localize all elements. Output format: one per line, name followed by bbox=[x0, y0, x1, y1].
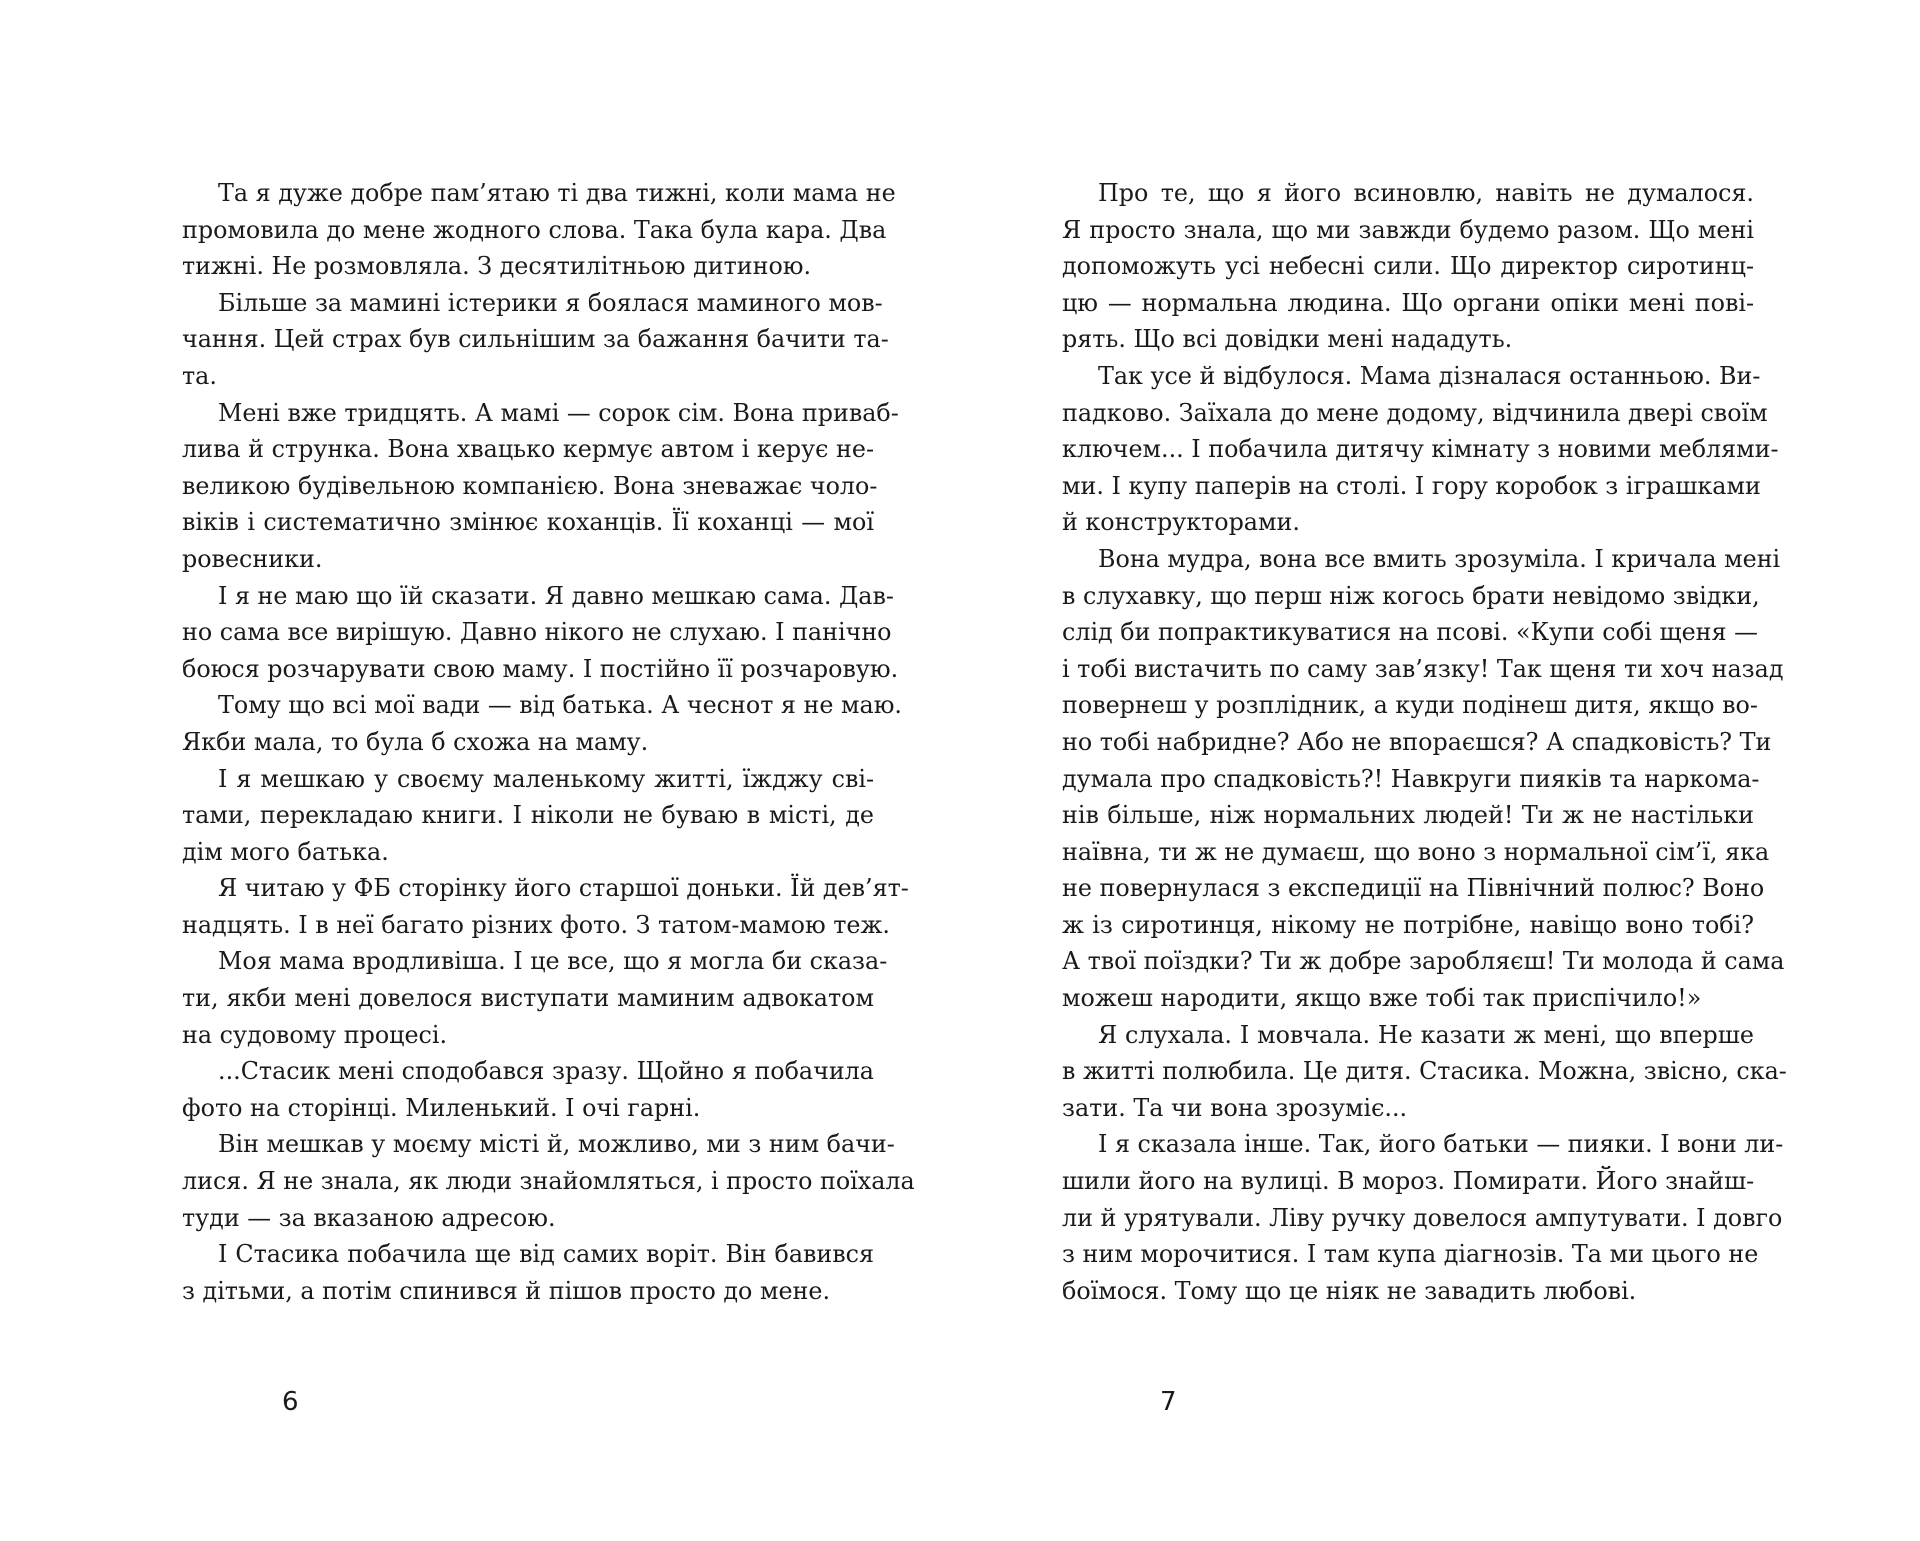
text-line: фото на сторінці. Миленький. І очі гарні. bbox=[182, 1093, 701, 1122]
text-line: Моя мама вродливіша. І це все, що я могла би сказа- bbox=[218, 947, 888, 976]
text-line: І Стасика побачила ще від самих воріт. Він бавився bbox=[218, 1240, 874, 1269]
text-line: ж із сиротинця, нікому не потрібне, навіщо воно тобі? bbox=[1062, 910, 1754, 939]
text-line: нів більше, ніж нормальних людей! Ти ж не настільки bbox=[1062, 801, 1754, 830]
text-line: цю — нормальна людина. Що органи опіки мені пові- bbox=[1062, 288, 1754, 317]
text-line: наївна, ти ж не думаєш, що воно з нормальної сім’ї, яка bbox=[1062, 837, 1770, 866]
text-line: Вона мудра, вона все вмить зрозуміла. І кричала мені bbox=[1098, 544, 1781, 573]
text-line: думала про спадковість?! Навкруги пияків та наркома- bbox=[1062, 764, 1760, 793]
text-line: й конструкторами. bbox=[1062, 508, 1300, 537]
text-line: промовила до мене жодного слова. Така була кара. Два bbox=[182, 215, 887, 244]
text-line: Я слухала. І мовчала. Не казати ж мені, що вперше bbox=[1098, 1020, 1754, 1049]
text-line: слід би попрактикуватися на псові. «Купи собі щеня — bbox=[1062, 618, 1758, 647]
text-line: віків і систематично змінює коханців. Її коханці — мої bbox=[182, 508, 874, 537]
text-line: шили його на вулиці. В мороз. Помирати. Його знайш- bbox=[1062, 1167, 1755, 1196]
text-line: великою будівельною компанією. Вона зневажає чоло- bbox=[182, 471, 878, 500]
text-line: в житті полюбила. Це дитя. Стасика. Можна, звісно, ска- bbox=[1062, 1057, 1787, 1086]
text-line: ти, якби мені довелося виступати маминим адвокатом bbox=[182, 984, 874, 1013]
text-line: з ним морочитися. І там купа діагнозів. Та ми цього не bbox=[1062, 1240, 1759, 1269]
text-line: Так усе й відбулося. Мама дізналася останньою. Ви- bbox=[1098, 361, 1761, 390]
text-line: Він мешкав у моєму місті й, можливо, ми з ним бачи- bbox=[218, 1130, 895, 1159]
text-line: не повернулася з експедиції на Північний полюс? Воно bbox=[1062, 874, 1765, 903]
page-number-left: 6 bbox=[282, 1387, 299, 1417]
text-line: боїмося. Тому що це ніяк не завадить любові. bbox=[1062, 1276, 1637, 1305]
left-page-text bbox=[182, 175, 915, 1309]
text-line: ли й урятували. Ліву ручку довелося ампутувати. І довго bbox=[1062, 1203, 1783, 1232]
text-line: чання. Цей страх був сильнішим за бажання бачити та- bbox=[182, 325, 889, 354]
text-line: лива й струнка. Вона хвацько кермує автом і керує не- bbox=[182, 435, 874, 464]
text-line: І я сказала інше. Так, його батьки — пияки. І вони ли- bbox=[1098, 1130, 1784, 1159]
text-line: І я не маю що їй сказати. Я давно мешкаю сама. Дав- bbox=[218, 581, 894, 610]
text-line: но сама все вирішую. Давно нікого не слухаю. І панічно bbox=[182, 618, 892, 647]
text-line: ровесники. bbox=[182, 544, 323, 573]
text-line: но тобі набридне? Або не впораєшся? А спадковість? Ти bbox=[1062, 727, 1772, 756]
text-line: тами, перекладаю книги. І ніколи не буваю в місті, де bbox=[182, 801, 874, 830]
text-line: Та я дуже добре пам’ятаю ті два тижні, коли мама не bbox=[218, 179, 896, 207]
text-line: Я просто знала, що ми завжди будемо разом. Що мені bbox=[1062, 215, 1754, 244]
right-page-text bbox=[1062, 175, 1787, 1309]
text-line: ...Стасик мені сподобався зразу. Щойно я побачила bbox=[218, 1057, 874, 1086]
text-line: Мені вже тридцять. А мамі — сорок сім. Вона приваб- bbox=[218, 398, 899, 427]
text-line: боюся розчарувати свою маму. І постійно її розчаровую. bbox=[182, 654, 899, 683]
text-line: в слухавку, що перш ніж когось брати невідомо звідки, bbox=[1062, 581, 1760, 610]
text-line: Про те, що я його всиновлю, навіть не думалося. bbox=[1098, 179, 1754, 207]
text-line: тижні. Не розмовляла. З десятилітньою дитиною. bbox=[182, 252, 812, 281]
text-line: надцять. І в неї багато різних фото. З татом-мамою теж. bbox=[182, 910, 890, 939]
text-line: допоможуть усі небесні сили. Що директор сиротинц- bbox=[1062, 252, 1754, 281]
text-line: А твої поїздки? Ти ж добре заробляєш! Ти молода й сама bbox=[1062, 947, 1785, 976]
page-number-right: 7 bbox=[1160, 1387, 1177, 1417]
text-line: Тому що всі мої вади — від батька. А чеснот я не маю. bbox=[218, 691, 902, 720]
text-line: падково. Заїхала до мене додому, відчинила двері своїм bbox=[1062, 398, 1768, 427]
text-line: лися. Я не знала, як люди знайомляться, і просто поїхала bbox=[182, 1167, 915, 1196]
text-line: Я читаю у ФБ сторінку його старшої доньки. Їй дев’ят- bbox=[218, 874, 909, 903]
text-line: рять. Що всі довідки мені нададуть. bbox=[1062, 325, 1513, 354]
text-line: на судовому процесі. bbox=[182, 1020, 448, 1049]
text-line: Більше за мамині істерики я боялася маминого мов- bbox=[218, 288, 883, 317]
text-line: ми. І купу паперів на столі. І гору коробок з іграшками bbox=[1062, 471, 1761, 500]
text-line: ключем... І побачила дитячу кімнату з новими меблями- bbox=[1062, 435, 1779, 464]
text-line: можеш народити, якщо вже тобі так приспічило!» bbox=[1062, 984, 1702, 1013]
text-line: та. bbox=[182, 361, 217, 390]
text-line: туди — за вказаною адресою. bbox=[182, 1203, 556, 1232]
text-line: зати. Та чи вона зрозуміє... bbox=[1062, 1093, 1408, 1122]
text-line: Якби мала, то була б схожа на маму. bbox=[182, 727, 649, 756]
text-line: з дітьми, а потім спинився й пішов просто до мене. bbox=[182, 1276, 831, 1305]
text-line: повернеш у розплідник, а куди подінеш дитя, якщо во- bbox=[1062, 691, 1758, 720]
text-line: і тобі вистачить по саму зав’язку! Так щеня ти хоч назад bbox=[1062, 654, 1784, 683]
text-line: дім мого батька. bbox=[182, 837, 389, 866]
text-line: І я мешкаю у своєму маленькому житті, їжджу сві- bbox=[218, 764, 874, 793]
